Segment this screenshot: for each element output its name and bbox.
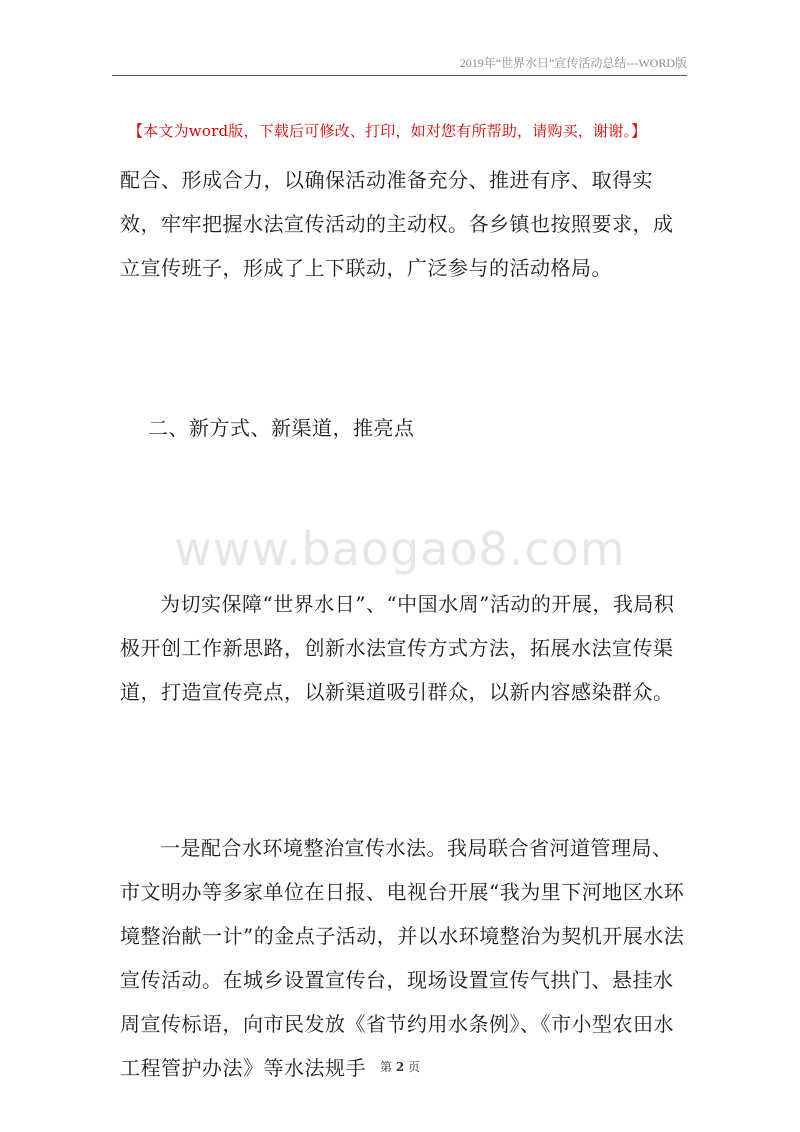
download-notice: 【本文为word版，下载后可修改、打印，如对您有所帮助，请购买，谢谢。】 [128, 122, 647, 140]
paragraph-intro: 为切实保障“世界水日”、“中国水周”活动的开展，我局积极开创工作新思路，创新水法宣传方式方法，拓展水法宣传渠道，打造宣传亮点，以新渠道吸引群众，以新内容感染群众。 [120, 592, 675, 704]
running-header: 2019年“世界水日”宣传活动总结---WORD版 [459, 56, 687, 70]
page-suffix: 页 [408, 1060, 421, 1074]
section-heading: 二、新方式、新渠道，推亮点 [148, 416, 415, 440]
site-watermark: www.baogao8.com [174, 522, 626, 576]
paragraph-continuation: 配合、形成合力，以确保活动准备充分、推进有序、取得实效，牢牢把握水法宣传活动的主动权。各乡镇也按照要求，成立宣传班子，形成了上下联动，广泛参与的活动格局。 [120, 168, 674, 280]
page-number: 2 [395, 1060, 405, 1074]
header-divider [112, 75, 687, 76]
page-footer [0, 1058, 800, 1075]
paragraph-item-one: 一是配合水环境整治宣传水法。我局联合省河道管理局、市文明办等多家单位在日报、电视台开展“我为里下河地区水环境整治献一计”的金点子活动，并以水环境整治为契机开展水法宣传活动。在城乡设置宣传台，现场设置宣传气拱门、悬挂水周宣传标语，向市民发放《省节约用水条例》、《市小型农田水工程管护办法》等水法规手 [120, 836, 685, 1080]
page-prefix: 第 [379, 1060, 392, 1074]
